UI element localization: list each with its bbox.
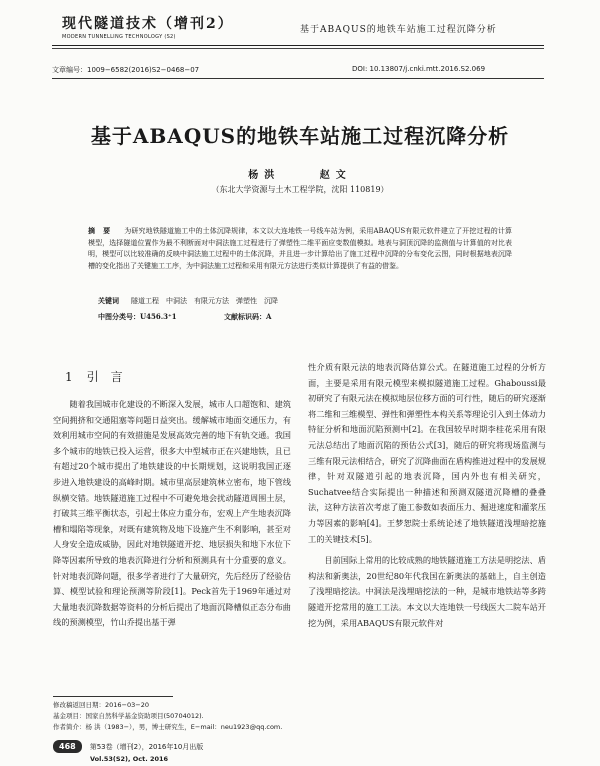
footnote-author: 作者简介：杨 洪（1983−），男，博士研究生，E−mail：neu1923@qq.com. [53, 723, 283, 731]
footnote-fund: 基金项目：国家自然科学基金资助项目(50704012). [53, 712, 204, 720]
author-list [60, 166, 540, 181]
abstract [88, 225, 512, 272]
header-rule-thin [52, 48, 544, 49]
section-title: 引 言 [86, 370, 123, 384]
section-number: 1 [65, 370, 73, 384]
journal-title-cn: 现代隧道技术（增刊2） [62, 16, 234, 32]
body-paragraph: 目前国际上常用的比较成熟的地铁隧道施工方法是明挖法、盾构法和新奥法，20世纪80年代我国在新奥法的基础上，自主创造了浅埋暗挖法。中洞法是浅埋暗挖法的一种，是城市地铁站等多跨隧道开挖常用的施工工法。本文以大连地铁一号线医大二院车站开挖为例，采用ABAQUS有限元软件对 [308, 555, 546, 628]
paper-title: 基于ABAQUS的地铁车站施工过程沉降分析 [90, 124, 510, 148]
page-number: 468 [53, 740, 82, 753]
section-heading [65, 368, 291, 385]
footnote-rule [53, 696, 173, 697]
page-footer [53, 740, 203, 753]
doi: DOI: 10.13807/j.cnki.mtt.2016.S2.069 [352, 65, 486, 73]
clc-number [98, 312, 177, 322]
doc-code-label: 文献标识码： [224, 312, 266, 321]
header-rule [52, 45, 544, 46]
body-column-right [308, 360, 546, 631]
abstract-text: 为研究地铁隧道施工中的土体沉降规律，本文以大连地铁一号线车站为例，采用ABAQUS有限元软件建立了开挖过程的计算模型，选择隧道位置作为最不利断面对中洞法施工过程进行了弹塑性二维平面应变数值模拟。地表与洞顶沉降的监测值与计算值的对比表明，模型可以比较准确的反映中洞法施工过程中的土体沉降，并且进一步计算给出了施工过程中沉降的分布变化云图，同时根据地表沉降槽的变化指出了关键施工工序，为中洞法施工过程和采用有限元方法进行类似计算提供了有益的借鉴。 [88, 227, 513, 270]
keywords [98, 296, 278, 306]
keywords-label: 关键词 [98, 296, 119, 305]
article-number: 文章编号：1009−6582(2016)S2−0468−07 [52, 66, 200, 74]
meta-rule [52, 78, 544, 79]
clc-label: 中图分类号： [98, 312, 140, 321]
body-paragraph: 随着我国城市化建设的不断深入发展，城市人口超饱和、建筑空间拥挤和交通阻塞等问题日益突出。缓解城市地面交通压力，有效利用城市空间的有效措施是发展高效完善的地下有轨交通。我国多个城市的地铁已投入运营，很多大中型城市正在兴建地铁，且已有超过20个城市提出了地铁建设的中长期规划，这说明我国正逐步进入地铁建设的高峰时期。城市里高层建筑林立密布，地下管线纵横交错。地铁隧道施工过程中不可避免地会扰动隧道周围土层，打破其三维平衡状态，引起土体应力重分布，宏观上产生地表沉降槽和塌陷等现象，对既有建筑物及地下设施产生不利影响，甚至对人身安全造成威胁，因此对地铁隧道开挖、地层损失和地下水位下降等因素所导致的地表沉降进行分析和预测具有十分重要的意义。针对地表沉降问题，很多学者进行了大量研究，先后经历了经验估算、模型试验和理论预测等阶段[1]。Peck首先于1969年通过对大量地表沉降数据等资料的分析后提出了地面沉降槽似正态分布曲线的预测模型，竹山乔提出基于弹 [53, 399, 291, 628]
footnote-received: 修改稿返回日期：2016−03−20 [53, 701, 149, 709]
abstract-label: 摘要 [88, 226, 119, 235]
body-column-left [53, 360, 291, 631]
document-code [224, 312, 271, 322]
running-title: 基于ABAQUS的地铁车站施工过程沉降分析 [300, 25, 497, 35]
clc-value: U456.3⁺1 [140, 312, 177, 321]
volume-info-cn: 第53卷（增刊2），2016年10月出版 [89, 742, 204, 751]
affiliation: （东北大学资源与土木工程学院，沈阳 110819） [211, 185, 389, 194]
journal-title-en: MODERN TUNNELLING TECHNOLOGY (S2) [62, 34, 176, 40]
author-name: 杨洪 [248, 170, 281, 181]
keywords-text: 隧道工程 中洞法 有限元方法 弹塑性 沉降 [131, 297, 278, 305]
volume-info-en: Vol.53(S2), Oct. 2016 [90, 755, 169, 763]
body-paragraph: 性介质有限元法的地表沉降估算公式。在隧道施工过程的分析方面，主要是采用有限元模型来模拟隧道施工过程。Ghaboussi最初研究了有限元法在模拟地层位移方面的可行性，随后的研究逐渐将二维和三维模型、弹性和弹塑性本构关系等理论引入到土体动力特征分析和地面沉陷预测中[2]。在我国较早时期李桂花采用有限元法总结出了地面沉陷的预估公式[3]，随后的研究将现场监测与三维有限元法相结合，研究了沉降曲面在盾构推进过程中的发展规律，针对双隧道引起的地表沉降，国内外也有相关研究，Suchatvee结合实际提出一种描述和预测双隧道沉降槽的叠叠法，这种方法首次考虑了施工参数如表面压力、掘进速度和灌浆压力等因素的影响[4]。王梦恕院士系统论述了地铁隧道浅埋暗挖施工的关键技术[5]。 [308, 362, 546, 544]
doc-code-value: A [266, 312, 272, 321]
author-name: 赵文 [319, 170, 352, 181]
